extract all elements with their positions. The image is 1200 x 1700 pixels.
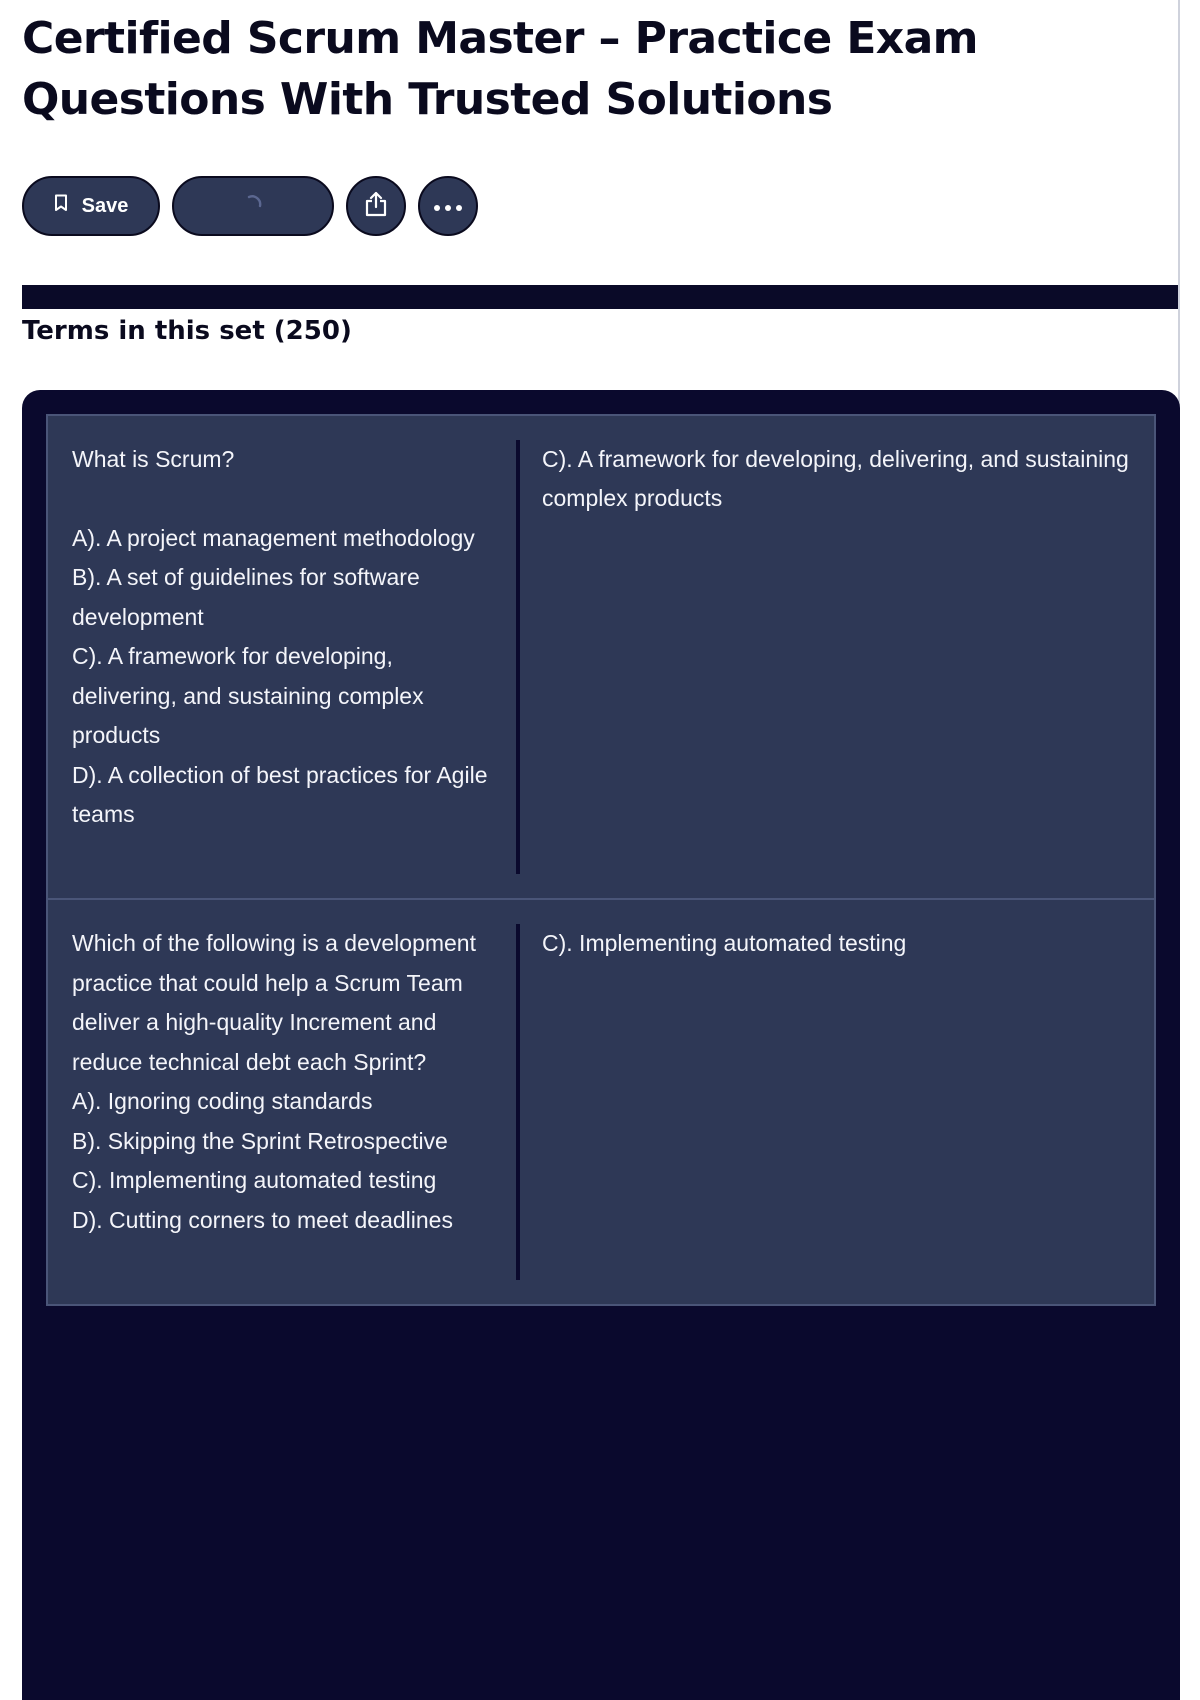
terms-heading: Terms in this set (250) (22, 316, 352, 346)
share-button[interactable] (346, 176, 406, 236)
term-option: C). Implementing automated testing (72, 1167, 437, 1193)
definition-text: C). Implementing automated testing (542, 930, 907, 956)
term-option: D). Cutting corners to meet deadlines (72, 1206, 453, 1233)
term-option: B). Skipping the Sprint Retrospective (72, 1127, 448, 1154)
term-option: A). Ignoring coding standards (72, 1088, 373, 1114)
term-text (72, 440, 520, 874)
section-divider (22, 285, 1178, 309)
term-question: What is Scrum? (72, 446, 235, 472)
share-icon (363, 190, 389, 222)
bookmark-icon (54, 194, 68, 218)
page-title: Certified Scrum Master – Practice Exam Questions With Trusted Solutions (22, 13, 978, 125)
more-options-icon (433, 197, 463, 216)
action-toolbar (22, 176, 478, 236)
term-option: C). A framework for developing, delivering, and sustaining complex products (72, 643, 424, 748)
spinner-icon (241, 192, 265, 220)
terms-list (22, 390, 1180, 1700)
term-text (72, 924, 520, 1280)
more-options-button[interactable] (418, 176, 478, 236)
term-option: D). A collection of best practices for Agile teams (72, 761, 488, 827)
term-question: Which of the following is a development practice that could help a Scrum Team deliver a high-quality Increment and reduce technical debt each Sprint? (72, 930, 476, 1075)
term-option: A). A project management methodology (72, 524, 475, 551)
term-card (46, 414, 1156, 900)
save-button-label: Save (81, 194, 129, 217)
save-button[interactable] (22, 176, 160, 236)
definition-text: C). A framework for developing, delivering, and sustaining complex products (542, 446, 1129, 511)
loading-button[interactable] (172, 176, 334, 236)
term-option: B). A set of guidelines for software development (72, 564, 420, 630)
term-card (46, 900, 1156, 1306)
